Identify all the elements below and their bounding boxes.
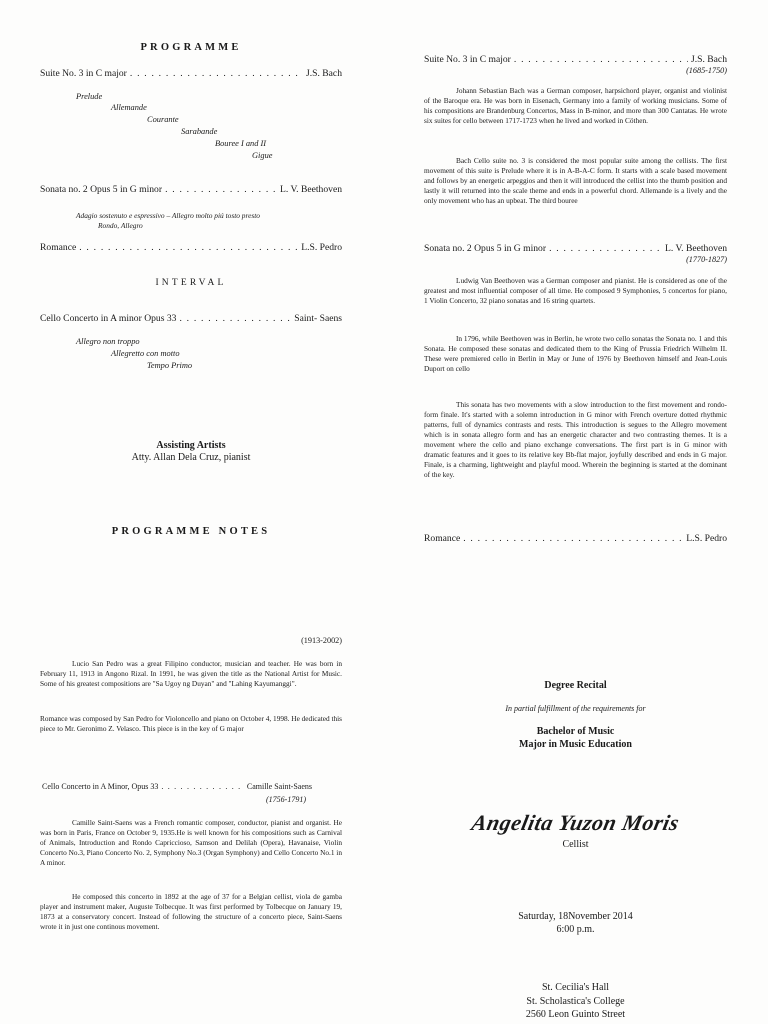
composer-name: L. V. Beethoven (280, 184, 342, 195)
notes-entry-bach (424, 54, 727, 65)
degree-line-2: Major in Music Education (519, 739, 632, 750)
piece-title: Cello Concerto in A Minor, Opus 33 (42, 782, 159, 791)
composer-name: L.S. Pedro (301, 242, 342, 253)
composer-name: Camille Saint-Saens (246, 782, 312, 791)
piece-title: Suite No. 3 in C major (424, 54, 511, 65)
venue-line-2: St. Scholastica's College (526, 996, 625, 1007)
saint-saens-years: (1756-1791) (266, 795, 306, 804)
movement-courante: Courante (147, 115, 179, 124)
movement-tempo-primo: Tempo Primo (147, 361, 193, 370)
composer-name: J.S. Bach (691, 54, 727, 65)
movement-allemande: Allemande (111, 103, 147, 112)
programme-entry-romance (40, 242, 342, 253)
movement-sarabande: Sarabande (181, 127, 218, 136)
movement-prelude: Prelude (76, 92, 103, 101)
movement-rondo: Rondo, Allegro (98, 221, 143, 230)
leader-dots (549, 243, 662, 254)
programme-entry-suite (40, 68, 342, 79)
leader-dots (463, 533, 683, 544)
programme-heading: PROGRAMME (140, 42, 242, 53)
piece-title: Cello Concerto in A minor Opus 33 (40, 313, 177, 324)
movement-bouree: Bouree I and II (215, 139, 267, 148)
programme-entry-concerto (40, 313, 342, 324)
recital-title: Degree Recital (544, 680, 607, 691)
beethoven-sonatas-paragraph: In 1796, while Beethoven was in Berlin, he wrote two cello sonatas the Sonata no. 1 and this Sonata. He composed these sonatas and dedicated them to the King of Prussia Friedrich Wilhelm II. These were premiered cello in Berlin in May or June of 1976 by Beethoven himself and Jean-Louis Duport on cello (424, 334, 727, 373)
pedro-romance-paragraph: Romance was composed by San Pedro for Violoncello and piano on October 4, 1998. He dedicated this piece to Mr. Geronimo Z. Velasco. This piece is in the key of G major (40, 714, 342, 733)
venue-line-1: St. Cecilia's Hall (541, 982, 610, 993)
bach-bio-paragraph: Johann Sebastian Bach was a German composer, harpsichord player, organist and violinist of the Baroque era. He was born in Eisenach, Germany into a family of working musicians. Some of his compositions are Brandenburg Concertos, Mass in B-minor, and more than 300 Cantatas. He wrote six suites for cello between 1717-1723 when he lived and worked in Cöthen. (424, 86, 727, 125)
composer-name: J.S. Bach (306, 68, 342, 79)
piece-title: Suite No. 3 in C major (40, 68, 127, 79)
piece-title: Sonata no. 2 Opus 5 in G minor (424, 243, 547, 254)
performer-name: Angelita Yuzon Moris (469, 810, 682, 835)
degree-line-1: Bachelor of Music (536, 726, 615, 737)
venue-line-3: 2560 Leon Guinto Street (525, 1009, 626, 1020)
piece-title: Romance (40, 242, 77, 253)
beethoven-sonata-analysis-paragraph: This sonata has two movements with a slow introduction to the first movement and rondo-form finale. It's started with a solemn introduction in G minor with French overture dotted rhythmic patterns, full of dynamics contrasts and rests. This introduction is segues to the Allegro movement which is in sonata allegro form and has an energetic character and two contrasting themes. It is a movement where the cello and piano exchange conversations. The first part is in G minor with dramatic features and it goes to its relative key Bb-flat major, joyfully described and ends in G major. Finale, is a charming, lightweight and playful mood. Wherein the beginning is started at the dominant of the key. (424, 400, 727, 479)
notes-entry-beethoven (424, 243, 727, 254)
leader-dots (130, 68, 303, 79)
leader-dots (79, 242, 298, 253)
recital-date: Saturday, 18November 2014 (518, 911, 633, 922)
saint-saens-bio-paragraph: Camille Saint-Saens was a French romantic composer, conductor, pianist and organist. He was born in Paris, France on October 9, 1935.He is well known for his compositions such as Carnival of Animals, Introduction and Rondo Capriccioso, Samson and Delilah (Opera), Havanaise, Violin Concerto No.3, Piano Concerto No. 2, Symphony No.3 (Organ Symphony) and Cello Concerto No.1 in A minor. (40, 818, 342, 867)
movement-allegro-non-troppo: Allegro non troppo (76, 337, 140, 346)
beethoven-years: (1770-1827) (686, 255, 727, 264)
movement-allegretto: Allegretto con motto (111, 349, 180, 358)
movement-adagio: Adagio sostenuto e espressivo – Allegro molto piú tosto presto (76, 211, 261, 220)
bach-suite-paragraph: Bach Cello suite no. 3 is considered the most popular suite among the cellists. The first movement of this suite is Prelude where it is in A-B-A-C form. It starts with a scale based movement and follows by an energetic arpeggios and then it will introduced the cellist into the thumb position and lastly it will returned into the scale theme and ends in a powerful chord. Allemande is a lively and the only movement who has an upbeat. The third bouree (424, 156, 727, 205)
programme-entry-sonata (40, 184, 342, 195)
assisting-artists-heading: Assisting Artists (156, 440, 226, 451)
performer-instrument: Cellist (562, 839, 589, 850)
composer-name: L.S. Pedro (686, 533, 727, 544)
leader-dots (514, 54, 688, 65)
composer-name: L. V. Beethoven (665, 243, 727, 254)
composer-name: Saint- Saens (294, 313, 342, 324)
pedro-years: (1913-2002) (301, 636, 342, 645)
recital-time: 6:00 p.m. (556, 924, 595, 935)
notes-entry-saint-saens (42, 782, 312, 791)
beethoven-bio-paragraph: Ludwig Van Beethoven was a German composer and pianist. He is considered as one of the greatest and most influential composer of all time. He composed 9 Symphonies, 5 concertos for piano, 1 Violin Concerto, 32 piano sonatas and 16 string quartets. (424, 276, 727, 305)
leader-dots (165, 184, 277, 195)
piece-title: Sonata no. 2 Opus 5 in G minor (40, 184, 163, 195)
recital-subtitle: In partial fulfillment of the requirements for (505, 704, 646, 713)
saint-saens-concerto-paragraph: He composed this concerto in 1892 at the age of 37 for a Belgian cellist, viola de gamba player and instrument maker, Auguste Tolbecque. It was first performed by Tolbecque on January 19, 1873 at a conservatory concert. Instead of following the structure of a concerto piece, Saint-Saens wrote it in just one continous movement. (40, 892, 342, 931)
pedro-bio-paragraph: Lucio San Pedro was a great Filipino conductor, musician and teacher. He was born in February 11, 1913 in Angono Rizal. In 1991, he was given the title as the National Artist for Music. Some of his greatest compositions are "Sa Ugoy ng Duyan" and "Lahing Kayumanggi". (40, 659, 342, 688)
interval-heading: INTERVAL (155, 278, 227, 288)
programme-notes-heading: PROGRAMME NOTES (111, 526, 271, 537)
movement-gigue: Gigue (252, 151, 273, 160)
assisting-artist-name: Atty. Allan Dela Cruz, pianist (131, 452, 251, 463)
leader-dots (161, 782, 244, 791)
leader-dots (179, 313, 291, 324)
notes-entry-romance (424, 533, 727, 544)
piece-title: Romance (424, 533, 461, 544)
bach-years: (1685-1750) (686, 66, 727, 75)
